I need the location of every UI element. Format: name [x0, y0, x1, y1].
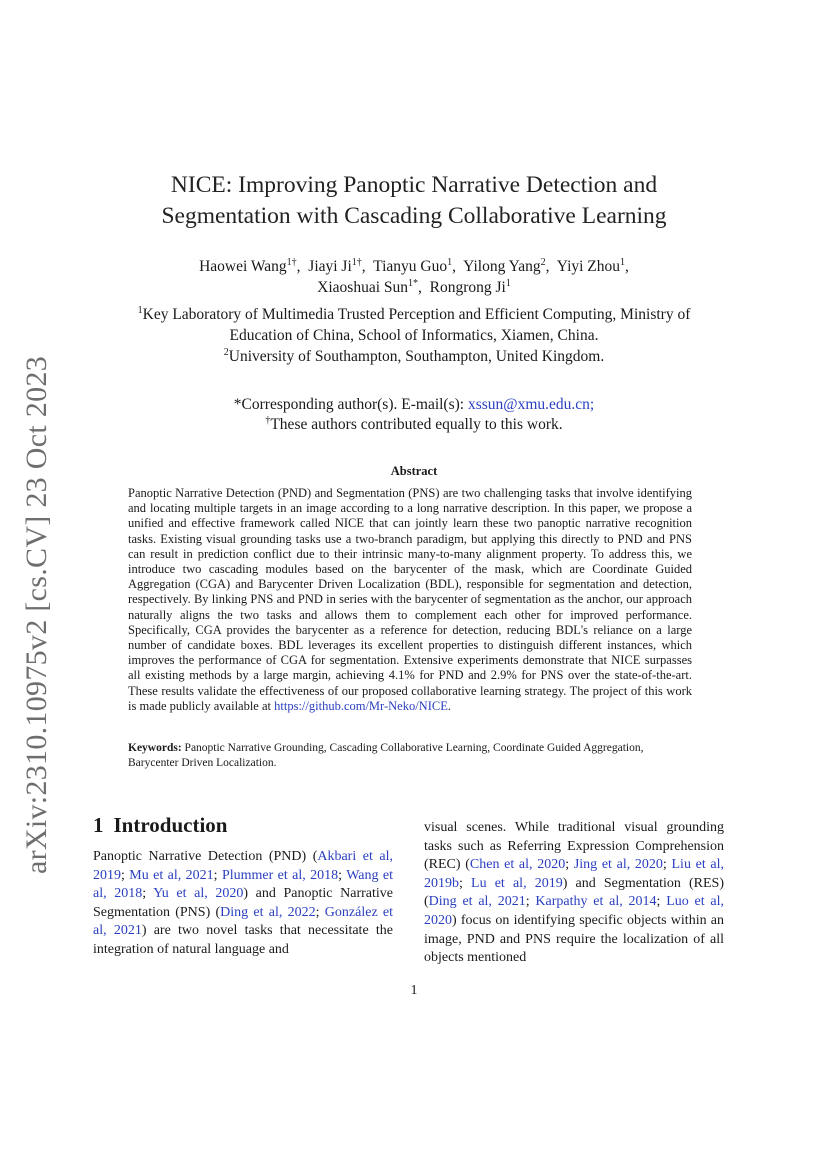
section-heading [93, 813, 227, 838]
author-name: Xiaoshuai Sun [317, 279, 408, 296]
body-text: ; [656, 894, 667, 910]
corresponding-prefix: *Corresponding author(s). E-mail(s): [233, 396, 468, 413]
section-number: 1 [93, 813, 104, 837]
body-text: ; [662, 857, 672, 873]
author-affil-mark: 1 [505, 277, 511, 289]
citation-link[interactable]: Yu et al, 2020 [153, 886, 244, 902]
abstract-end: . [447, 698, 451, 713]
section-title: Introduction [113, 813, 228, 837]
citation-link[interactable]: Lu et al, 2019 [471, 875, 563, 891]
citation-link[interactable]: Luo et al, 2020 [424, 894, 725, 928]
keywords [128, 741, 692, 770]
dagger-mark: † [265, 414, 271, 426]
abstract-heading: Abstract [390, 464, 438, 478]
body-text: ; [525, 894, 536, 910]
body-text: ; [459, 875, 472, 891]
equal-contribution-text: These authors contributed equally to this work. [270, 416, 563, 433]
github-link[interactable]: https://github.com/Mr-Neko/NICE [274, 698, 448, 713]
body-text: visual scenes. While traditional visual grounding tasks such as Referring Expression Comprehension (REC) ( [424, 820, 724, 873]
citation-link[interactable]: Liu et al, 2019b [424, 857, 725, 891]
citation-link[interactable]: Ding et al, 2021 [428, 894, 526, 910]
body-text: ) are two novel tasks that necessitate the integration of natural language and [93, 923, 393, 957]
page-number: 1 [410, 983, 418, 998]
body-text: ; [142, 886, 154, 902]
body-text: ) and Panoptic Narrative Segmentation (PNS) ( [93, 886, 393, 920]
author-affil-mark: 2 [540, 256, 546, 268]
arxiv-sidebar-stamp [20, 355, 53, 875]
author-line-2: Xiaoshuai Sun$^{1*}$, Rongrong Ji$^1$ [317, 277, 511, 296]
citation-link[interactable]: González et al, 2021 [93, 904, 394, 939]
author-line-1: Haowei Wang$^{1\dagger}$, Jiayi $Ji^{1\dagger}$, Tianyu Guo$^1$, Yilong Yang$^2$, Yiyi Zhou$^1$, [199, 256, 629, 275]
citation-link[interactable]: Chen et al, 2020 [469, 857, 566, 873]
body-text: ; [213, 867, 222, 883]
author-name: Rongrong Ji [429, 279, 506, 296]
body-text: ) focus on identifying specific objects within an image, PND and PNS require the localization of all objects mentioned [424, 912, 724, 966]
citation-link[interactable]: Jing et al, 2020 [573, 857, 663, 873]
author-affil-mark: 1† [351, 256, 362, 268]
affiliation-1-line-2: Education of China, School of Informatics, Xiamen, China. [229, 327, 599, 344]
body-text: ; [565, 857, 574, 873]
author-affil-mark: 1* [408, 277, 418, 289]
title-line-2: Segmentation with Cascading Collaborative Learning [161, 203, 667, 229]
affiliation-2-mark: 2 [223, 346, 229, 358]
keywords-label: Keywords: [128, 742, 182, 754]
equal-contribution-line [80, 415, 748, 435]
affiliations [80, 304, 748, 367]
author-list [80, 256, 748, 298]
intro-left-column [93, 848, 393, 960]
body-text: ) and Segmentation (RES) ( [424, 875, 724, 910]
citation-link[interactable]: Wang et al, 2018 [93, 867, 394, 902]
body-text: ; [338, 867, 347, 883]
affiliation-2-text: University of Southampton, Southampton, United Kingdom. [228, 348, 605, 365]
citation-link[interactable]: Akbari et al, 2019 [93, 849, 393, 883]
author-affil-mark: 1 [620, 256, 626, 268]
affiliation-1-text: Key Laboratory of Multimedia Trusted Perception and Efficient Computing, Ministry of [142, 306, 691, 323]
author-affil-mark: 1 [447, 256, 453, 268]
author-name: Yilong Yang [463, 258, 541, 275]
author-name: Yiyi Zhou [556, 258, 621, 275]
paper-title [80, 170, 748, 232]
keywords-text: Panoptic Narrative Grounding, Cascading Collaborative Learning, Coordinate Guided Aggregation, Barycenter Driven Localization. [128, 742, 644, 769]
intro-right-column [424, 819, 724, 968]
body-text: ; [315, 904, 325, 920]
citation-link[interactable]: Plummer et al, 2018 [221, 867, 339, 883]
affiliation-1-mark: 1 [137, 304, 143, 316]
arxiv-identifier: arXiv:2310.10975v2 [cs.CV] 23 Oct 2023 [20, 355, 53, 875]
citation-link[interactable]: Ding et al, 2022 [220, 904, 316, 920]
email-link[interactable]: xssun@xmu.edu.cn; [467, 396, 595, 413]
correspondence [80, 395, 748, 435]
title-line-1: NICE: Improving Panoptic Narrative Detection and [170, 172, 658, 198]
abstract-text: Panoptic Narrative Detection (PND) and Segmentation (PNS) are two challenging tasks that involve identifying and locating multiple targets in an image according to a long narrative description. In this paper, we propose a unified and effective framework called NICE that can jointly learn these two panoptic narrative recognition tasks. Existing visual grounding tasks use a two-branch paradigm, but applying this directly to PND and PNS can result in prediction conflict due to their intrinsic many-to-many alignment property. To address this, we introduce two cascading modules based on the barycenter of the mask, which are Coordinate Guided Aggregation (CGA) and Barycenter Driven Localization (BDL), responsible for segmentation and detection, respectively. By linking PNS and PND in series with the barycenter of segmentation as the anchor, our approach naturally aligns the two tasks and allows them to complement each other for improved performance. Specifically, CGA provides the barycenter as a reference for detection, reducing BDL's reliance on a large number of candidate boxes. BDL leverages its excellent properties to distinguish different instances, which improves the performance of CGA for segmentation. Extensive experiments demonstrate that NICE surpasses all existing methods by a large margin, achieving 4.1% for PND and 2.9% for PNS over the state-of-the-art. These results validate the effectiveness of our proposed collaborative learning strategy. The project of this work is made publicly available at [128, 486, 692, 713]
author-affil-mark: 1† [286, 256, 297, 268]
author-name: Haowei Wang [199, 258, 287, 275]
citation-link[interactable]: Mu et al, 2021 [129, 867, 214, 883]
citation-link[interactable]: Karpathy et al, 2014 [535, 894, 657, 910]
body-text: Panoptic Narrative Detection (PND) ( [93, 849, 318, 864]
abstract-body [128, 486, 692, 714]
corresponding-author-line [80, 395, 748, 415]
author-name: Jiayi Ji [308, 258, 352, 275]
author-name: Tianyu Guo [373, 258, 448, 275]
body-text: ; [121, 867, 130, 883]
affiliation-1-line-1 [80, 304, 748, 325]
affiliation-2 [80, 346, 748, 367]
